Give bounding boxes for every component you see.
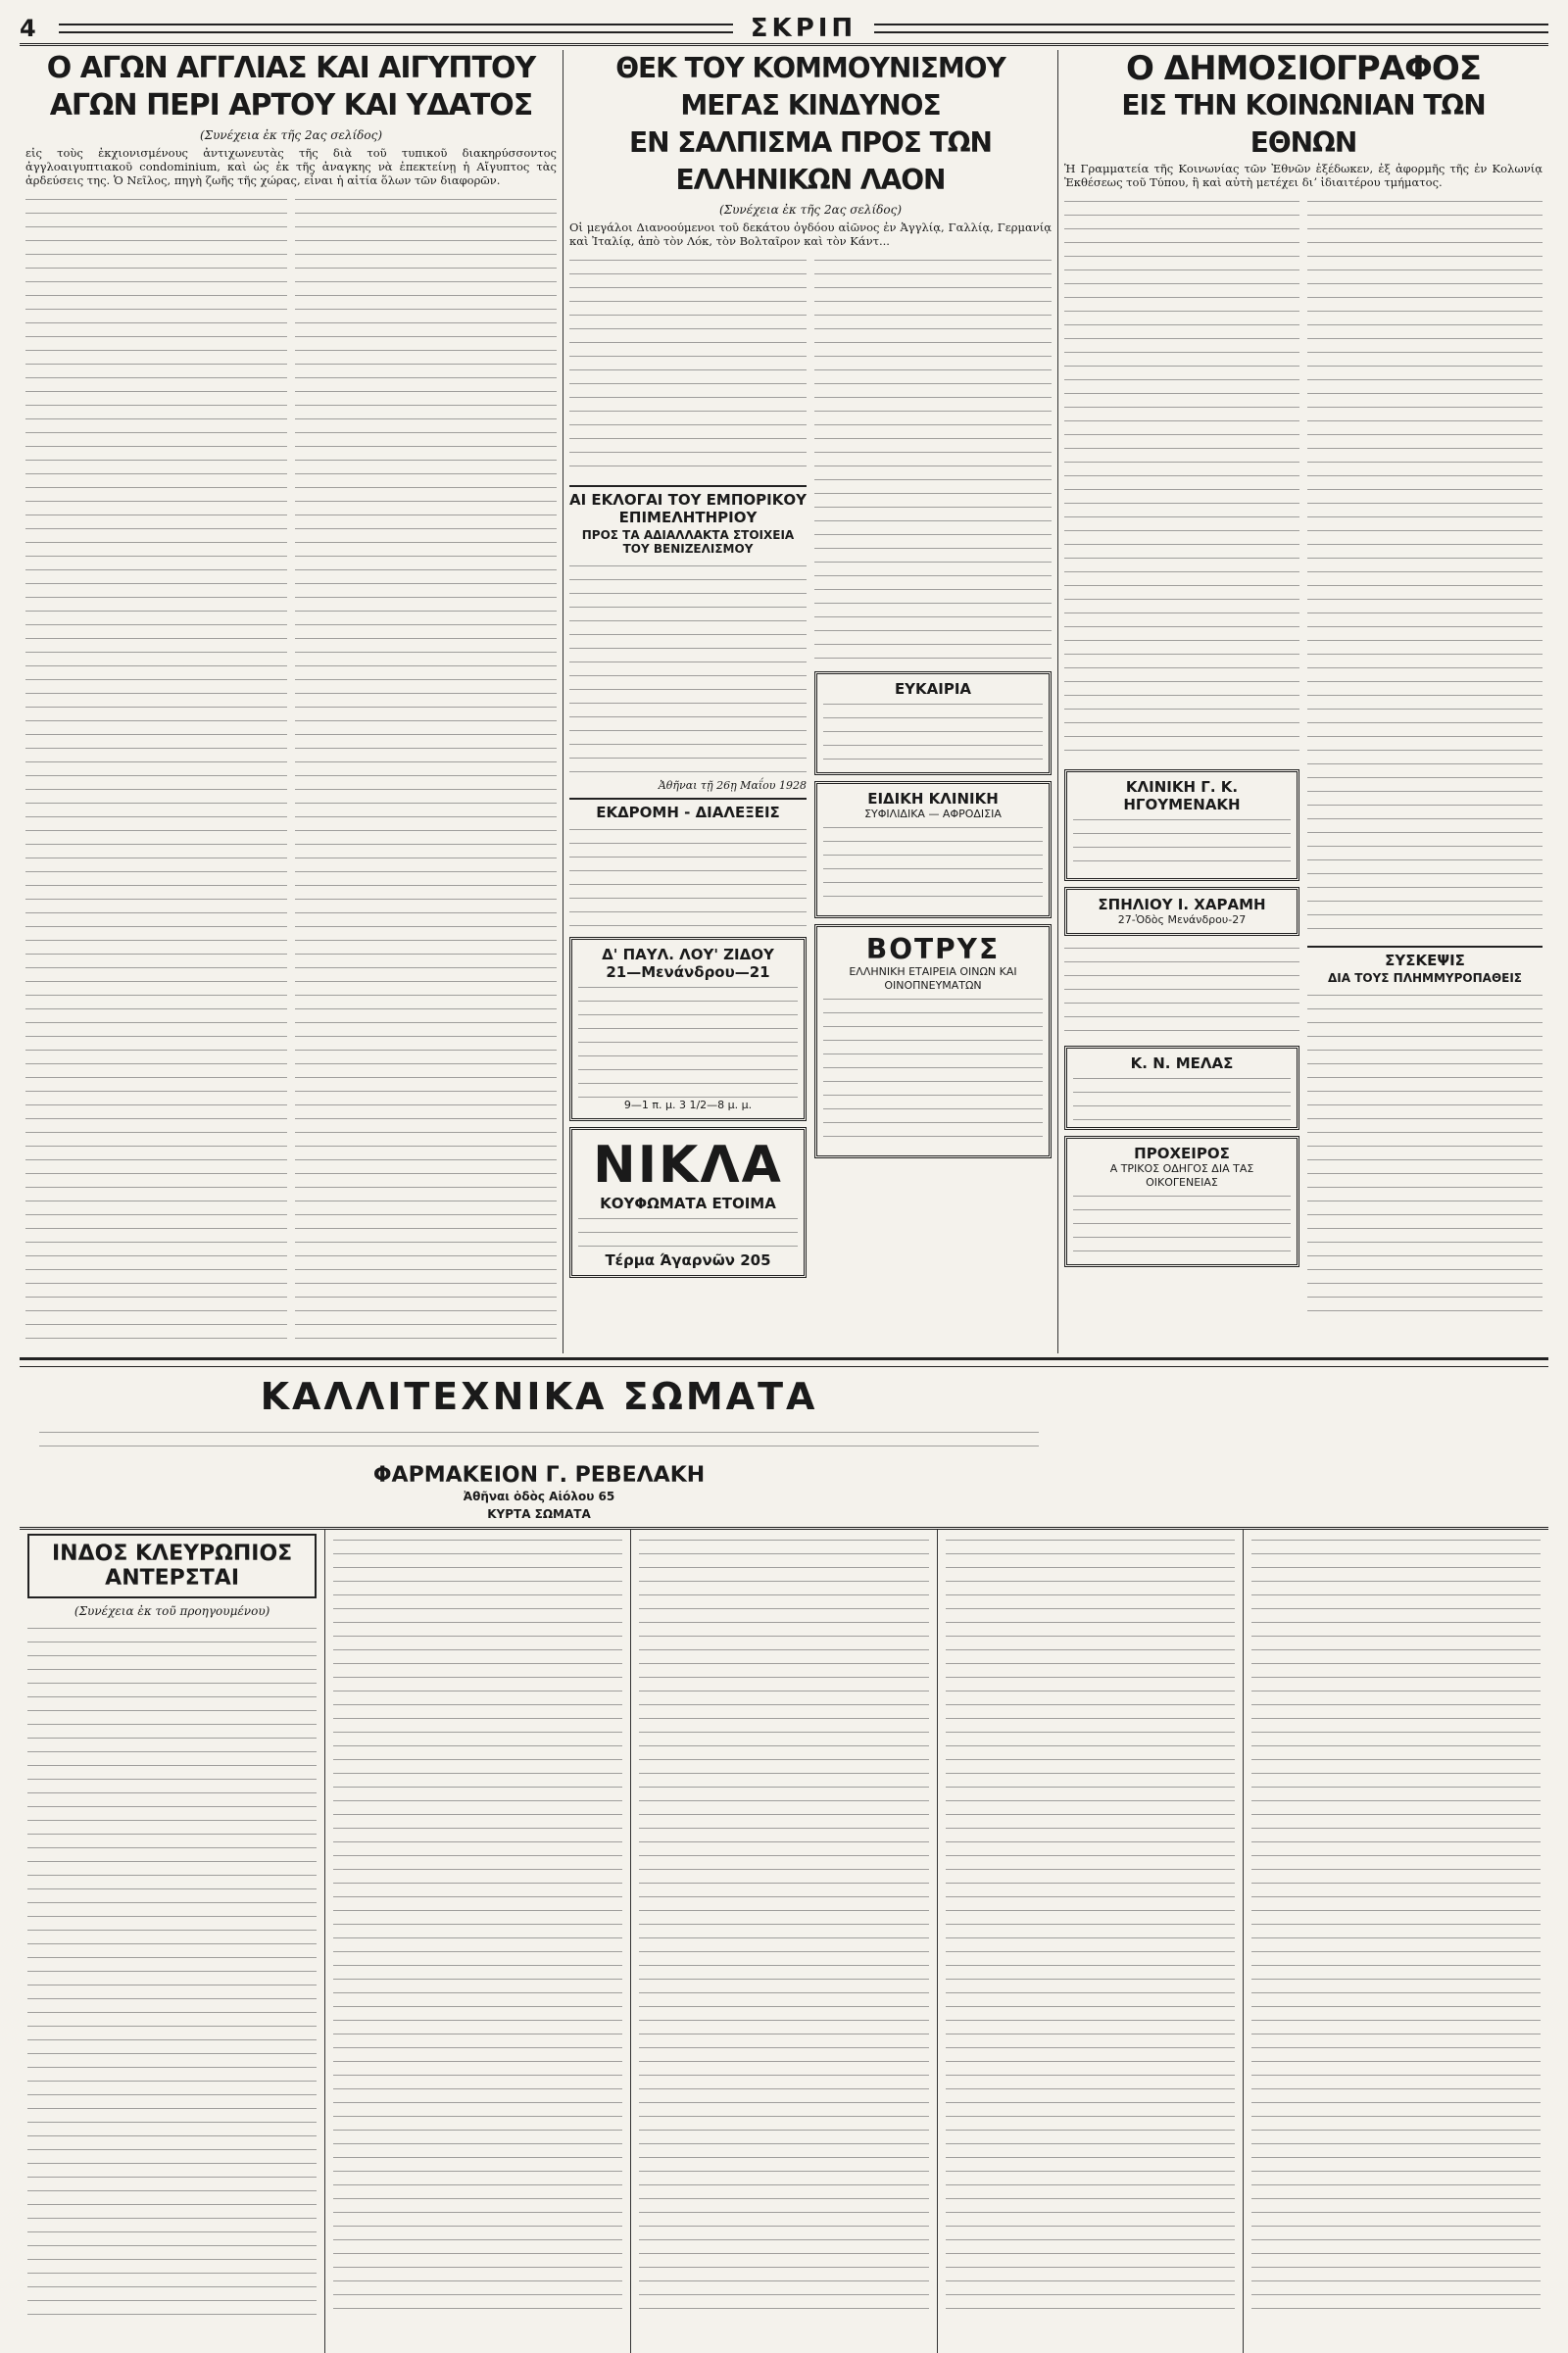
advertisement-special-clinic: ΕΙΔΙΚΗ ΚΛΙΝΙΚΗ ΣΥΦΙΛΙΔΙΚΑ — ΑΦΡΟΔΙΣΙΑ <box>814 781 1052 918</box>
feuilleton-text <box>1251 1534 1541 2318</box>
article-body-text <box>295 193 557 1349</box>
newspaper-name: ΣΚΡΙΠ <box>750 14 858 43</box>
article-headline: Ο ΑΓΩΝ ΑΓΓΛΙΑΣ ΚΑΙ ΑΙΓΥΠΤΟΥ <box>46 51 536 85</box>
feuilleton-text <box>333 1534 622 2318</box>
section-heading: ΑΙ ΕΚΛΟΓΑΙ ΤΟΥ ΕΜΠΟΡΙΚΟΥ ΕΠΙΜΕΛΗΤΗΡΙΟΥ <box>569 485 807 526</box>
feuilleton-text <box>27 1622 317 2328</box>
section-heading: ΕΚΔΡΟΜΗ - ΔΙΑΛΕΞΕΙΣ <box>569 798 807 821</box>
section-subheading: ΠΡΟΣ ΤΑ ΑΔΙΑΛΛΑΚΤΑ ΣΤΟΙΧΕΙΑ ΤΟΥ ΒΕΝΙΖΕΛΙΣΜΟΥ <box>581 528 795 556</box>
article-lead: εἰς τοὺς ἐκχιονισμένους ἀντιχωνευτὰς τῆς διὰ τοῦ τυπικοῦ διακηρύσσοντος ἀγγλοαιγυπτιακοῦ condominium, καὶ ὡς ἐκ τῆς ἀναγκης νὰ ἐπεκτείνῃ ἡ Αἴγυπτος τὰς ἀρδεύσεις της. Ὁ Νεῖλος, πηγὴ ζωῆς τῆς χώρας, εἶναι ἡ αἰτία ὅλων τῶν διαφορῶν. <box>25 146 557 187</box>
article-body-text <box>1064 195 1299 763</box>
article-body-text <box>1307 195 1543 940</box>
banner-advertisement: ΚΑΛΛΙΤΕΧΝΙΚΑ ΣΩΜΑΤΑ ΦΑΡΜΑΚΕΙΟΝ Γ. ΡΕΒΕΛΑΚΗ Ἀθῆναι ὁδὸς Αἰόλου 65 ΚΥΡΤΑ ΣΩΜΑΤΑ <box>20 1375 1058 1521</box>
article-body-text <box>25 193 287 1349</box>
page-number: 4 <box>20 15 36 42</box>
section-subheading: ΔΙΑ ΤΟΥΣ ΠΛΗΜΜΥΡΟΠΑΘΕΙΣ <box>1328 971 1522 985</box>
column-egypt-article <box>20 50 564 1353</box>
advertisement-clinic: Δ' ΠΑΥΛ. ΛΟΥ' ΖΙΔΟΥ 21—Μενάνδρου—21 9—1 π. μ. 3 1/2—8 μ. μ. <box>569 937 807 1121</box>
article-headline: Ο ΔΗΜΟΣΙΟΓΡΑΦΟΣ <box>1126 50 1481 88</box>
article-body-text <box>569 560 807 775</box>
advertisement-charamis: ΣΠΗΛΙΟΥ Ι. ΧΑΡΑΜΗ 27-Ὁδὸς Μενάνδρου-27 <box>1064 887 1299 936</box>
advertisement-clinic-hegoumenakis: ΚΛΙΝΙΚΗ Γ. Κ. ΗΓΟΥΜΕΝΑΚΗ <box>1064 769 1299 881</box>
newspaper-page <box>20 14 1548 2160</box>
continuation-note: (Συνέχεια ἐκ τῆς 2ας σελίδος) <box>718 203 903 217</box>
top-section <box>20 50 1548 1353</box>
continuation-note: (Συνέχεια ἐκ τοῦ προηγουμένου) <box>74 1604 270 1618</box>
article-headline: ΘΕΚ ΤΟΥ ΚΟΜΜΟΥΝΙΣΜΟΥ ΜΕΓΑΣ ΚΙΝΔΥΝΟΣ <box>615 52 1005 122</box>
column-communism-article <box>564 50 1058 1353</box>
column-journalist-article <box>1058 50 1548 1353</box>
article-subheadline: ΑΓΩΝ ΠΕΡΙ ΑΡΤΟΥ ΚΑΙ ΥΔΑΤΟΣ <box>49 88 533 123</box>
article-body-text <box>814 254 1052 665</box>
advertisement-botrys: ΒΟΤΡΥΣ ΕΛΛΗΝΙΚΗ ΕΤΑΙΡΕΙΑ ΟΙΝΩΝ ΚΑΙ ΟΙΝΟΠΝΕΥΜΑΤΩΝ <box>814 924 1052 1158</box>
article-body-text <box>569 254 807 479</box>
feuilleton-title: ΙΝΔΟΣ ΚΛΕΥΡΩΠΙΟΣ ΑΝΤΕΡΣΤΑΙ <box>27 1534 317 1598</box>
feuilleton-text <box>946 1534 1235 2318</box>
advertisement-eukairia: ΕΥΚΑΙΡΙΑ <box>814 671 1052 775</box>
dateline: Ἀθῆναι τῇ 26ῃ Μαΐου 1928 <box>658 779 807 792</box>
feuilleton-section <box>20 1527 1548 2353</box>
advertisement-nikla: ΝΙΚΛΑ ΚΟΥΦΩΜΑΤΑ ΕΤΟΙΜΑ Τέρμα Άγαρνῶν 205 <box>569 1127 807 1278</box>
masthead <box>20 14 1548 46</box>
article-lead: Οἱ μεγάλοι Διανοούμενοι τοῦ δεκάτου ὀγδόου αἰῶνος ἐν Ἀγγλίᾳ, Γαλλίᾳ, Γερμανίᾳ καὶ Ἰταλίᾳ, ἀπὸ τὸν Λόκ, τὸν Βολταῖρον καὶ τὸν Κάντ... <box>569 221 1052 248</box>
section-heading: ΣΥΣΚΕΨΙΣ <box>1307 946 1543 969</box>
advertisement-guide: ΠΡΟΧΕΙΡΟΣ Α ΤΡΙΚΟΣ ΟΔΗΓΟΣ ΔΙΑ ΤΑΣ ΟΙΚΟΓΕΝΕΙΑΣ <box>1064 1136 1299 1267</box>
feuilleton-text <box>639 1534 928 2318</box>
article-subheadline: ΕΝ ΣΑΛΠΙΣΜΑ ΠΡΟΣ ΤΩΝ ΕΛΛΗΝΙΚΩΝ ΛΑΟΝ <box>628 126 992 196</box>
advertisement-melas: Κ. Ν. ΜΕΛΑΣ <box>1064 1046 1299 1130</box>
article-body-text <box>569 823 807 931</box>
article-body-text <box>1307 989 1543 1312</box>
continuation-note: (Συνέχεια ἐκ τῆς 2ας σελίδος) <box>199 128 383 142</box>
article-lead: Ἡ Γραμματεία τῆς Κοινωνίας τῶν Ἐθνῶν ἐξέδωκεν, ἐξ ἀφορμῆς τῆς ἐν Κολωνίᾳ Ἐκθέσεως τοῦ Τύπου, ἣ καὶ αὐτὴ μετέχει διʼ ἰδιαιτέρου τμήματος. <box>1064 162 1543 189</box>
article-subheadline: ΕΙΣ ΤΗΝ ΚΟΙΝΩΝΙΑΝ ΤΩΝ ΕΘΝΩΝ <box>1121 89 1486 159</box>
article-body-text <box>1064 942 1299 1040</box>
